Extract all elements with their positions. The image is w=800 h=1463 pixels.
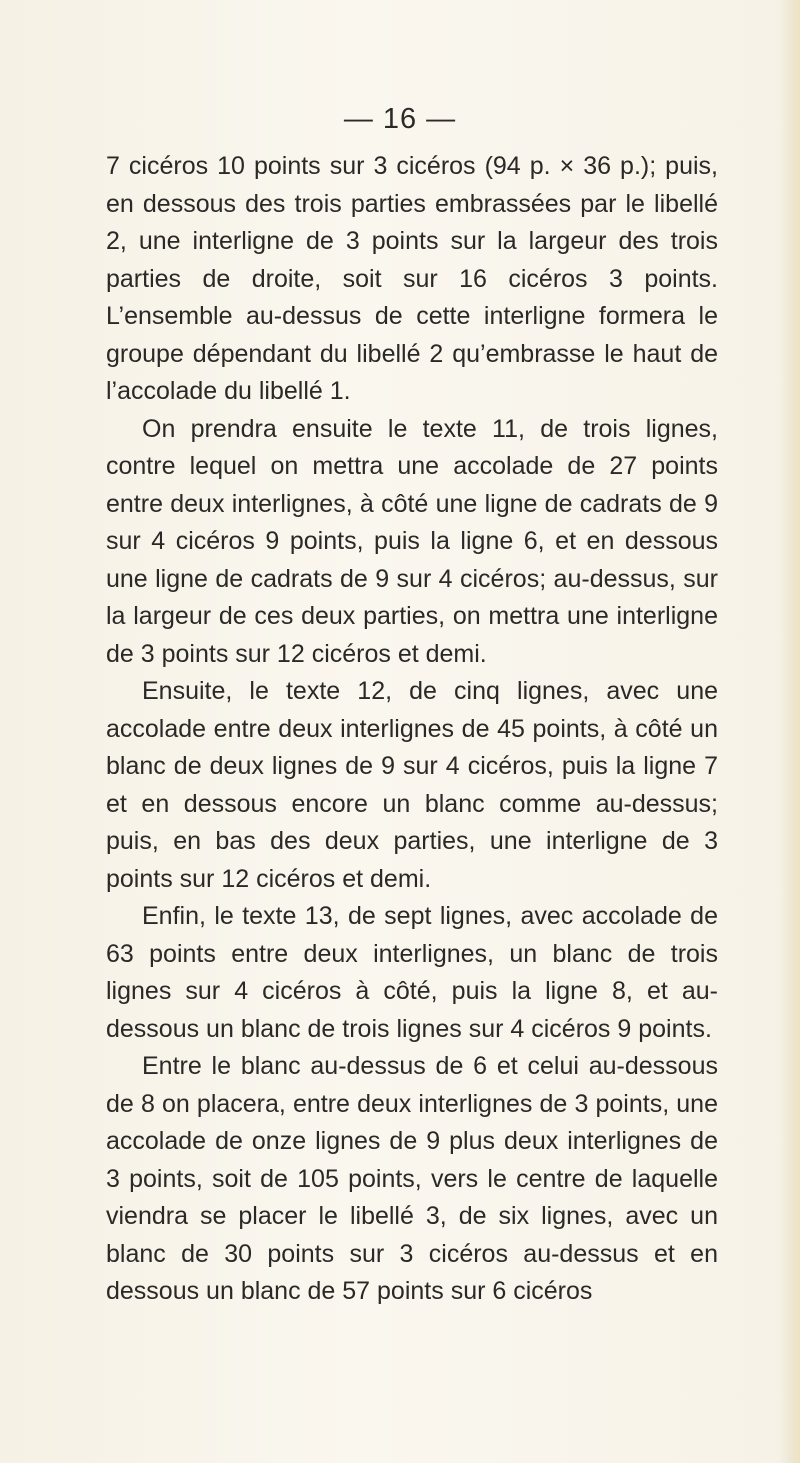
paragraph-4: Enfin, le texte 13, de sept lignes, avec accolade de 63 points entre deux interlignes, un blanc de trois lignes sur 4 cicéros à côté, puis la ligne 8, et au-dessous un blanc de trois lignes sur 4 cicéros 9 points. [106, 902, 718, 1043]
paragraph-2: On prendra ensuite le texte 11, de trois lignes, contre lequel on mettra une accolade de 27 points entre deux interlignes, à côté une ligne de cadrats de 9 sur 4 cicéros 9 points, puis la ligne 6, et en dessous une ligne de cadrats de 9 sur 4 cicéros; au-dessus, sur la largeur de ces deux parties, on mettra une interligne de 3 points sur 12 cicéros et demi. [106, 414, 718, 668]
page-edge-shadow [778, 0, 800, 1463]
page-number: — 16 — [343, 103, 457, 135]
paragraph-5: Entre le blanc au-dessus de 6 et celui au-dessous de 8 on placera, entre deux interlignes de 3 points, une accolade de onze lignes de 9 plus deux interlignes de 3 points, soit de 105 points, vers le centre de laquelle viendra se placer le libellé 3, de six lignes, avec un blanc de 30 points sur 3 cicéros au-dessus et en dessous un blanc de 57 points sur 6 cicéros [106, 1052, 718, 1305]
paragraph-1: 7 cicéros 10 points sur 3 cicéros (94 p. × 36 p.); puis, en dessous des trois parties embrassées par le libellé 2, une interligne de 3 points sur la largeur des trois parties de droite, soit sur 16 cicéros 3 points. L’ensemble au-dessus de cette interligne formera le groupe dépendant du libellé 2 qu’embrasse le haut de l’accolade du libellé 1. [106, 152, 718, 405]
page-body-text [106, 148, 718, 1311]
paragraph-3: Ensuite, le texte 12, de cinq lignes, avec une accolade entre deux interlignes de 45 points, à côté un blanc de deux lignes de 9 sur 4 cicéros, puis la ligne 7 et en dessous encore un blanc comme au-dessus; puis, en bas des deux parties, une interligne de 3 points sur 12 cicéros et demi. [106, 677, 718, 893]
